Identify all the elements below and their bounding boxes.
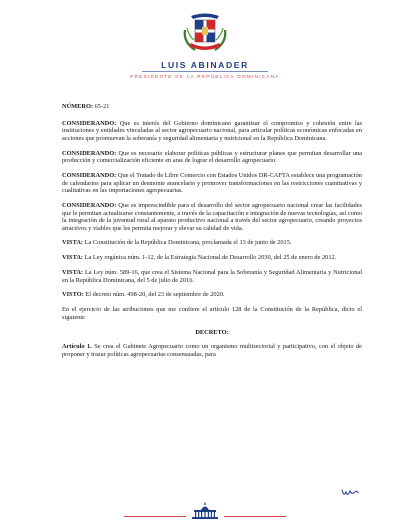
considerando-paragraph — [62, 150, 362, 165]
vista-paragraph — [62, 269, 362, 284]
considerando-text: Que es necesario elaborar políticas públicas y estructurar planes que permitan desarrollar una producción y comercialización eficiente en aras de lograr el desarrollo agropecuario. — [62, 149, 362, 165]
vista-text: La Constitución de la República Dominicana, proclamada el 13 de junio de 2015. — [84, 239, 292, 247]
vista-text: La Ley orgánica núm. 1-12, de la Estrategia Nacional de Desarrollo 2030, del 25 de enero de 2012. — [84, 254, 337, 262]
vista-text: La Ley núm. 589-16, que crea el Sistema Nacional para la Soberanía y Seguridad Alimentaria y Nutricional en la República Dominicana, del 5 de julio de 2016. — [62, 269, 362, 284]
header-subtitle: PRESIDENTE DE LA REPÚBLICA DOMINICANA — [130, 74, 280, 79]
vista-label: VISTA: — [62, 239, 84, 247]
coat-of-arms-icon — [179, 10, 231, 54]
vista-label: VISTO: — [62, 291, 84, 299]
vista-label: VISTA: — [62, 269, 84, 277]
decree-title: DECRETO: — [195, 328, 229, 336]
number-value: 65-21 — [94, 103, 110, 110]
considerando-paragraph — [62, 172, 362, 195]
considerando-paragraph — [62, 202, 362, 232]
document-body — [62, 103, 362, 366]
considerando-paragraph — [62, 120, 362, 143]
considerando-label: CONSIDERANDO: — [62, 149, 117, 157]
considerando-label: CONSIDERANDO: — [62, 201, 117, 209]
vista-text: El decreto núm. 498-20, del 23 de septiembre de 2020. — [85, 291, 225, 299]
vista-paragraph — [62, 239, 362, 247]
number-label: NÚMERO: — [62, 103, 94, 110]
considerando-text: Que el Tratado de Libre Comercio con Estados Unidos DR-CAFTA establece una programación de calendarios para aplicar un desmonte arancelario y promover transformaciones en las restricciones cuantitativas y cualitativas en las importaciones agropecuarias. — [62, 171, 362, 195]
article-paragraph — [62, 343, 362, 358]
vista-paragraph — [62, 291, 362, 299]
considerando-label: CONSIDERANDO: — [62, 171, 117, 179]
considerando-text: Que es interés del Gobierno dominicano garantizar el compromiso y cohesión entre las instituciones y entidades vinculadas al sector agropecuario nacional, para articular políticas económicas enfocadas en acciones que promuevan la soberanía y seguridad alimentaria y nutricional en la República Dominicana. — [62, 119, 362, 142]
decree-number — [62, 103, 362, 111]
header-divider — [142, 71, 268, 72]
vista-label: VISTA: — [62, 254, 84, 262]
header-name: LUIS ABINADER — [161, 60, 249, 70]
preamble-paragraph: En el ejercicio de las atribuciones que me confiere el artículo 128 de la Constitución de la República, dicto el siguiente — [62, 306, 362, 321]
footer-divider-right — [224, 516, 286, 517]
vista-paragraph — [62, 254, 362, 262]
footer-divider-left — [124, 516, 186, 517]
considerando-text: Que es imprescindible para el desarrollo del sector agropecuario nacional crear las facilidades que le permitan actualizarse constantemente, a través de la capacitación e integración de nuevas tecnologías, así como la integración de la juventud rural al aparato productivo nacional a través del sector agropecuario, creando proyectos atractivos y viables que les permita mejorar y elevar su calidad de vida. — [62, 201, 362, 232]
considerando-label: CONSIDERANDO: — [62, 119, 117, 127]
article-label: Artículo 1. — [62, 343, 92, 351]
handwritten-initials-icon — [340, 486, 360, 500]
article-text: Se crea el Gabinete Agropecuario como un organismo multisectorial y participativo, con el objeto de proponer y trazar políticas agropecuarias consensuadas, para — [62, 343, 362, 358]
national-palace-icon — [190, 502, 220, 520]
